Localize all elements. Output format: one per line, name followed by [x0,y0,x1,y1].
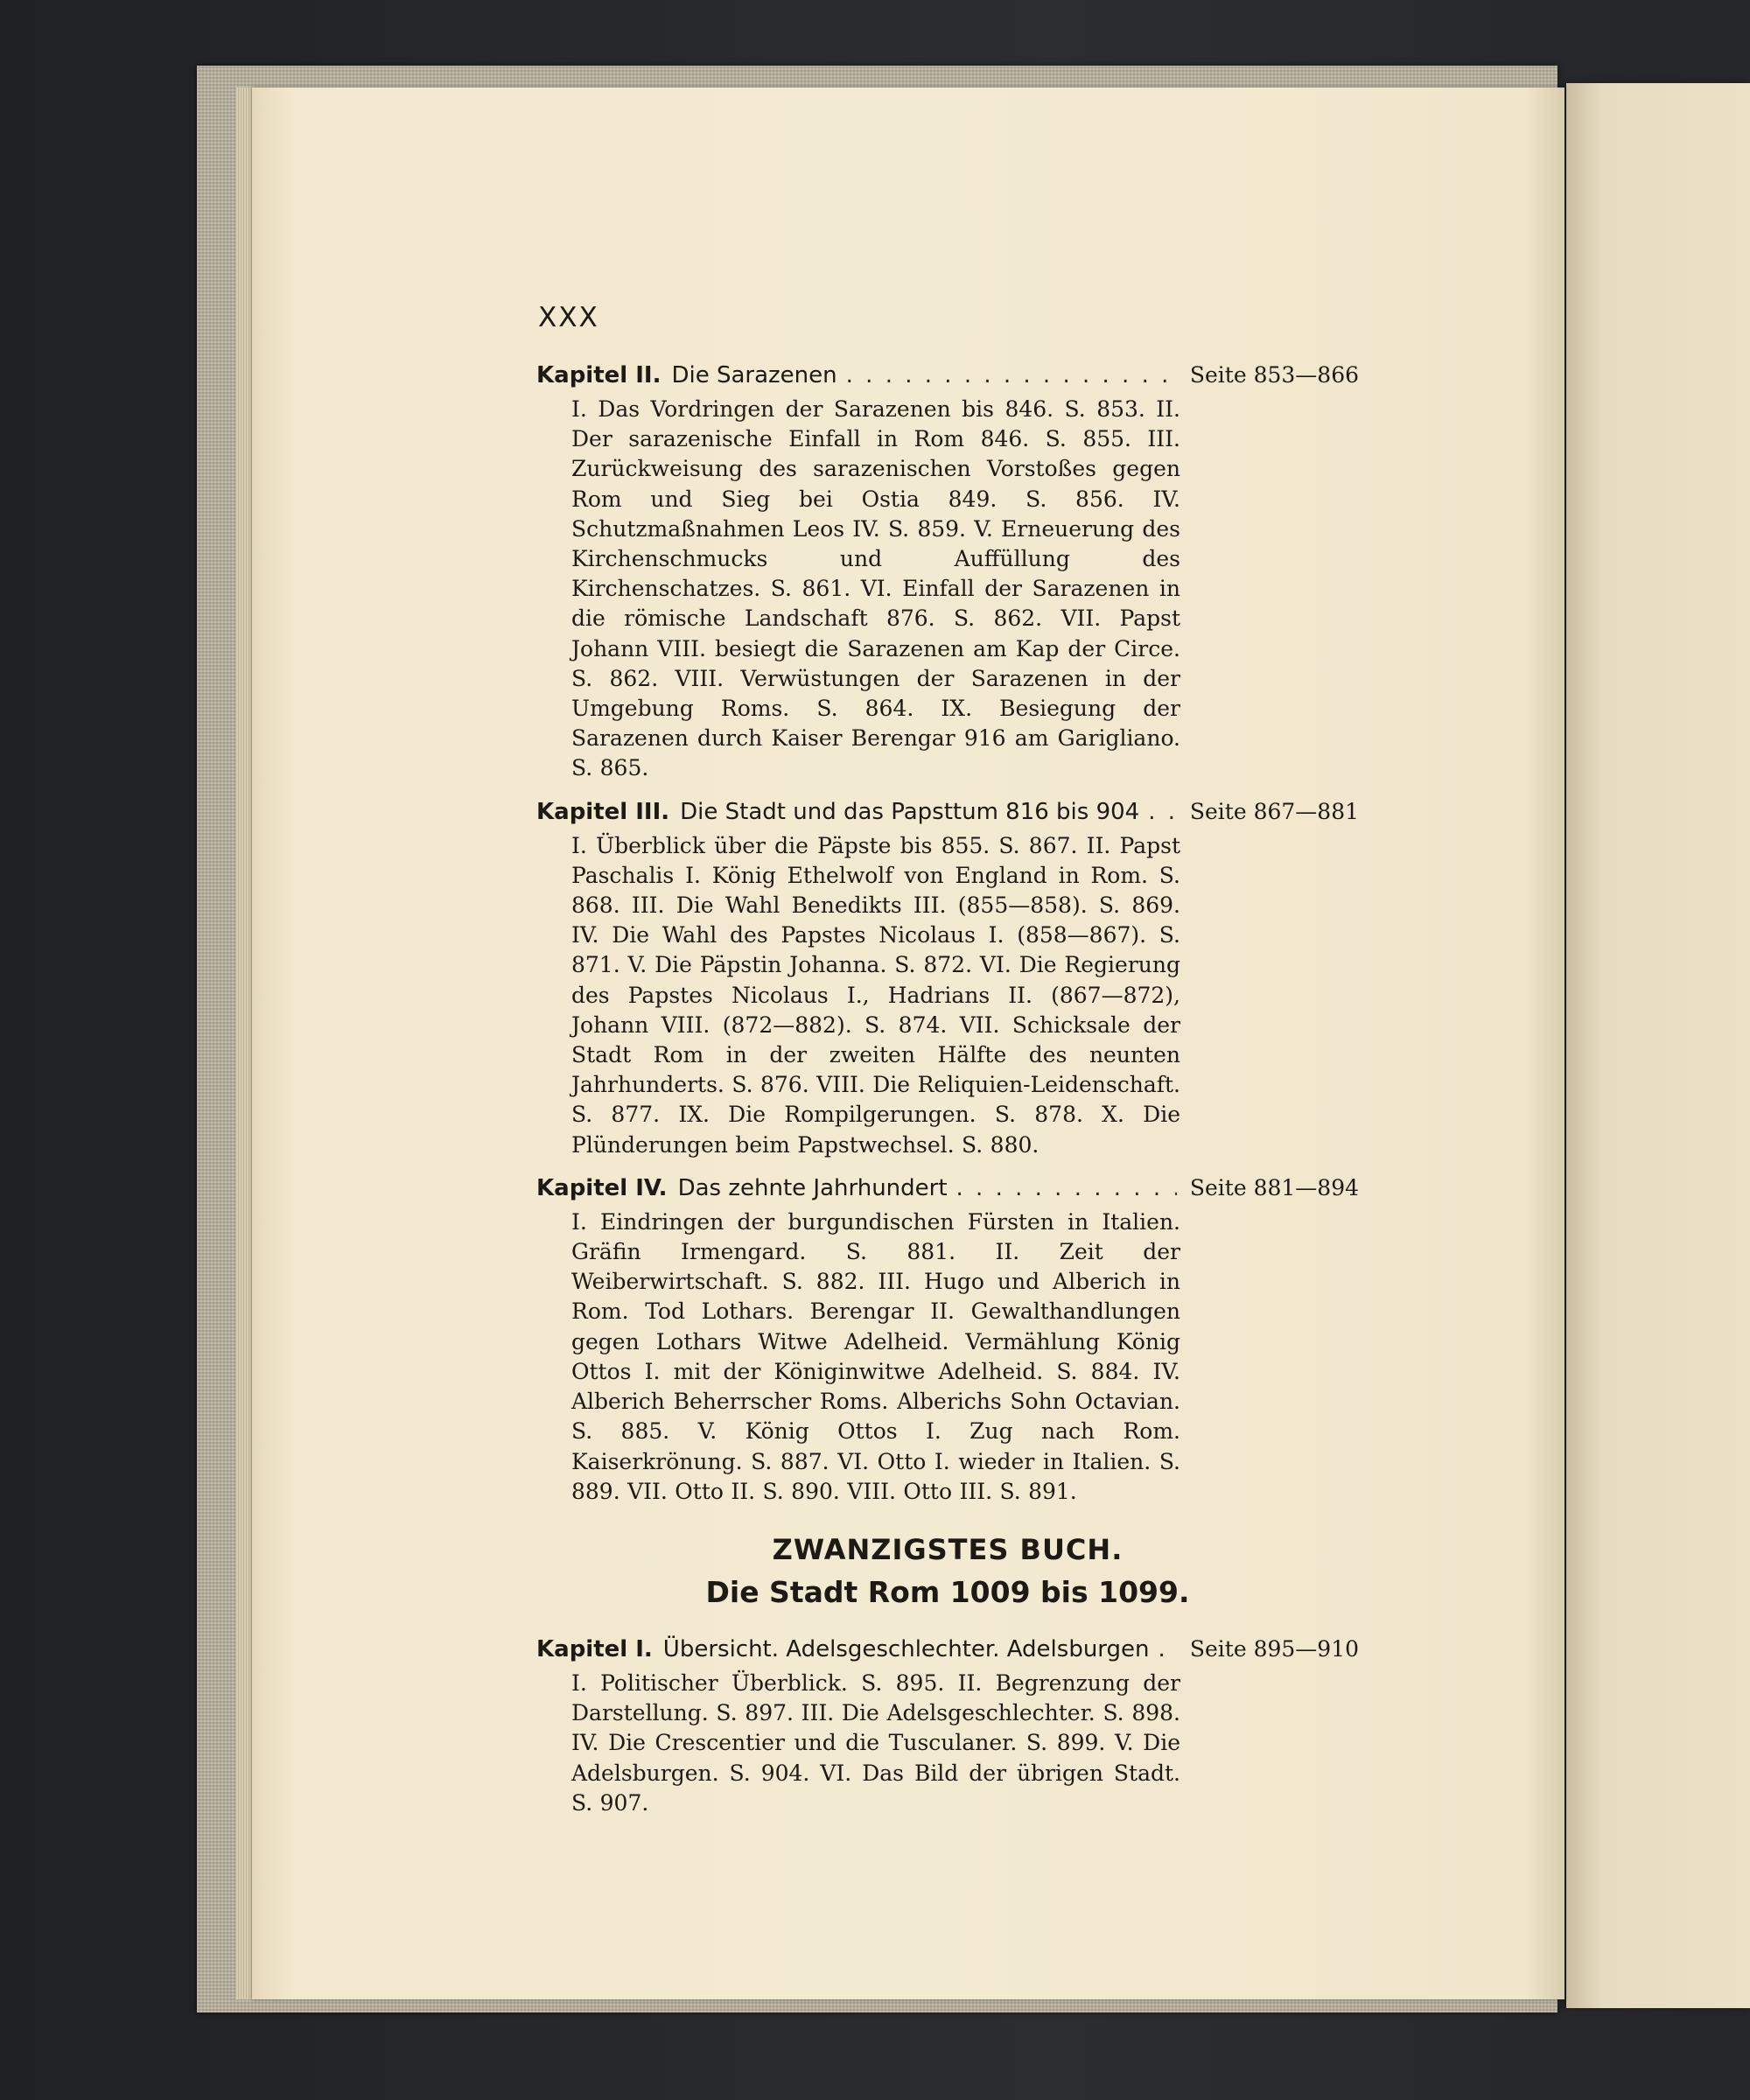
chapter-page-range: Seite 895—910 [1189,1635,1359,1662]
book-subheading: Die Stadt Rom 1009 bis 1099. [705,1574,1190,1609]
chapter-page-range: Seite 881—894 [1189,1174,1359,1200]
page-number: XXX [538,302,599,333]
chapter-entry [536,794,1359,1160]
chapter-label: Kapitel III. [536,798,670,825]
dot-leader [956,1171,1177,1206]
book-heading: ZWANZIGSTES BUCH. [772,1532,1124,1566]
chapter-summary: I. Das Vordringen der Sarazenen bis 846. S. 853. II. Der sarazenische Einfall in Rom 846. S. 855. III. Zurückweisung des sarazenischen Vorstoßes gegen Rom und Sieg bei Ostia 849. S. 856. IV. Schutzmaßnahmen Leos IV. S. 859. V. Erneuerung des Kirchenschmucks und Auffüllung des Kirchenschatzes. S. 861. VI. Einfall der Sarazenen in die römische Landschaft 876. S. 862. VII. Papst Johann VIII. besiegt die Sarazenen am Kap der Circe. S. 862. VIII. Verwüstungen der Sarazenen in der Umgebung Roms. S. 864. IX. Besiegung der Sarazenen durch Kaiser Berengar 916 am Garigliano. S. 865. [571,396,1180,781]
chapter-heading [536,358,1359,393]
chapter-page-range: Seite 853—866 [1189,362,1359,388]
chapter-title: Die Stadt und das Papsttum 816 bis 904 [680,798,1140,825]
dot-leader [846,358,1177,393]
chapter-entry [536,358,1359,784]
facing-page-edge [1566,83,1750,2008]
chapter-summary: I. Eindringen der burgundischen Fürsten in Italien. Gräfin Irmengard. S. 881. II. Zeit der Weiberwirtschaft. S. 882. III. Hugo und Alberich in Rom. Tod Lothars. Berengar II. Gewalthandlungen gegen Lothars Witwe Adelheid. Vermählung König Ottos I. mit der Königinwitwe Adelheid. S. 884. IV. Alberich Beherrscher Roms. Alberichs Sohn Octavian. S. 885. V. König Ottos I. Zug nach Rom. Kaiserkrönung. S. 887. VI. Otto I. wieder in Italien. S. 889. VII. Otto II. S. 890. VIII. Otto III. S. 891. [571,1208,1180,1504]
page-stack-edges [236,88,254,1999]
chapter-label: Kapitel IV. [536,1174,668,1201]
chapter-heading [536,1171,1359,1206]
chapter-label: Kapitel I. [536,1635,653,1662]
dot-leader [1148,794,1177,830]
chapter-entry [536,1632,1359,1818]
chapter-title: Das zehnte Jahrhundert [677,1174,948,1201]
chapter-summary: I. Politischer Überblick. S. 895. II. Begrenzung der Darstellung. S. 897. III. Die Adelsgeschlechter. S. 898. IV. Die Crescentier und die Tusculaner. S. 899. V. Die Adelsburgen. S. 904. VI. Das Bild der übrigen Stadt. S. 907. [571,1670,1180,1816]
chapter-title: Die Sarazenen [671,362,837,388]
chapter-page-range: Seite 867—881 [1189,798,1359,824]
chapter-heading [536,794,1359,830]
chapter-entry [536,1171,1359,1507]
table-of-contents [536,302,1359,1829]
chapter-heading [536,1632,1359,1667]
chapter-summary: I. Überblick über die Päpste bis 855. S. 867. II. Papst Paschalis I. König Ethelwolf von England in Rom. S. 868. III. Die Wahl Benedikts III. (855—858). S. 869. IV. Die Wahl des Papstes Nicolaus I. (858—867). S. 871. V. Die Päpstin Johanna. S. 872. VI. Die Regierung des Papstes Nicolaus I., Hadrians II. (867—872), Johann VIII. (872—882). S. 874. VII. Schicksale der Stadt Rom in der zweiten Hälfte des neunten Jahrhunderts. S. 876. VIII. Die Reliquien-Leidenschaft. S. 877. IX. Die Rompilgerungen. S. 878. X. Die Plünderungen beim Papstwechsel. S. 880. [571,832,1180,1158]
chapter-label: Kapitel II. [536,362,662,388]
chapter-title: Übersicht. Adelsgeschlechter. Adelsburgen [662,1635,1150,1662]
dot-leader [1158,1632,1177,1667]
